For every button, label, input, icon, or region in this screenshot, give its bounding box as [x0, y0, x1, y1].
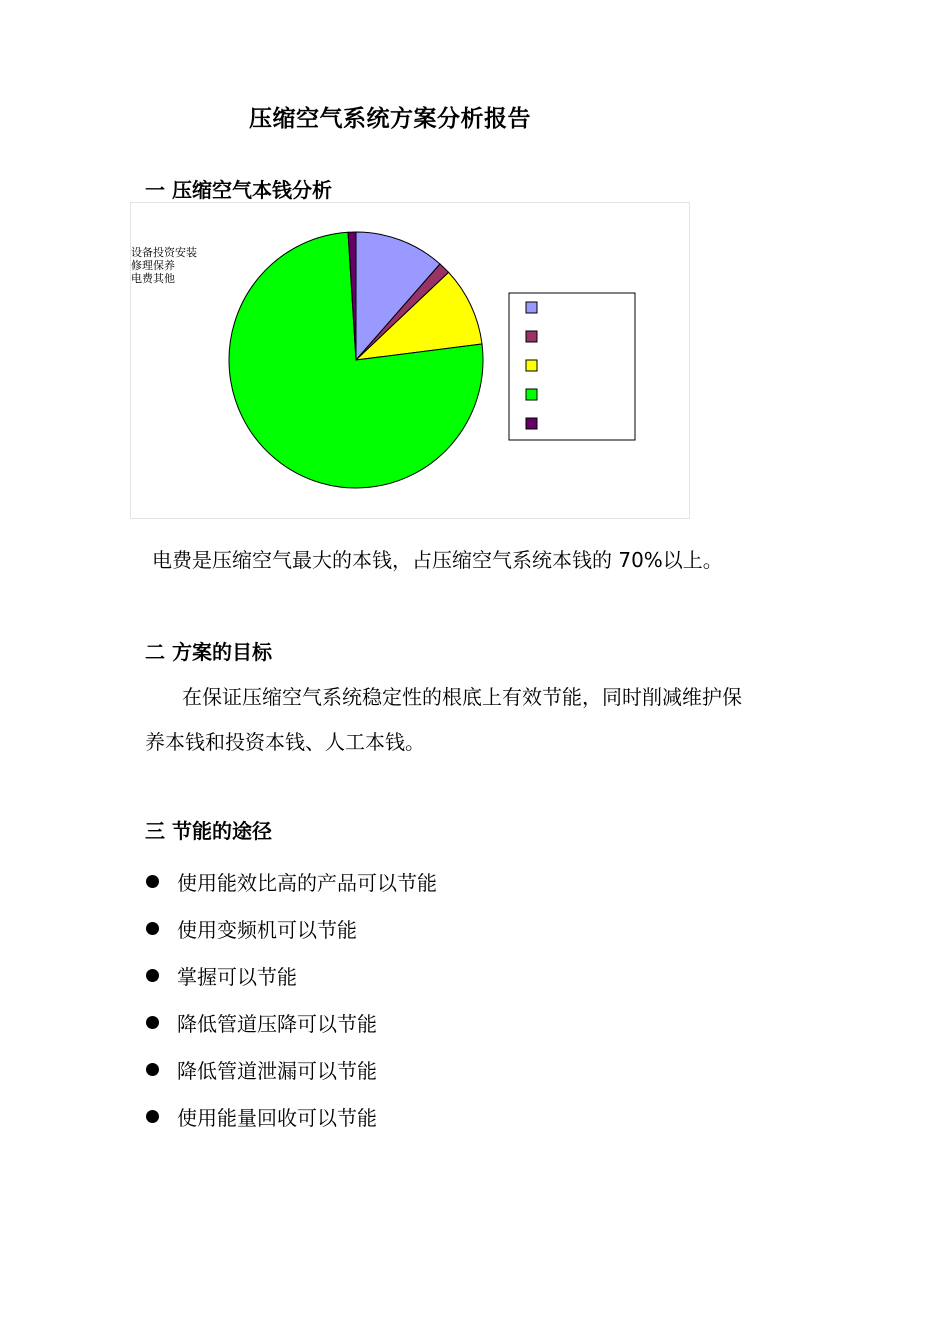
list-item-text: 掌握可以节能: [177, 965, 297, 989]
list-item-text: 降低管道压降可以节能: [177, 1012, 377, 1036]
section-heading-cost-analysis: 一 压缩空气本钱分析: [145, 178, 332, 202]
list-item: [146, 999, 437, 1046]
list-item-text: 使用能效比高的产品可以节能: [177, 871, 437, 895]
goal-paragraph-line1: 在保证压缩空气系统稳定性的根底上有效节能，同时削减维护保: [182, 685, 742, 709]
list-item: [146, 1046, 437, 1093]
chart-note-equipment: 设备投资安装: [131, 246, 197, 259]
bullet-icon: [146, 875, 159, 888]
goal-paragraph-line2: 养本钱和投资本钱、人工本钱。: [145, 730, 425, 754]
list-item-text: 使用能量回收可以节能: [177, 1106, 377, 1130]
document-title: 压缩空气系统方案分析报告: [249, 106, 531, 132]
energy-saving-list: [146, 858, 437, 1140]
pie-chart-svg: [131, 203, 689, 518]
list-item-text: 使用变频机可以节能: [177, 918, 357, 942]
cost-pie-chart: [130, 202, 690, 519]
bullet-icon: [146, 1063, 159, 1076]
list-item: [146, 858, 437, 905]
section-heading-energy-saving: 三 节能的途径: [145, 819, 272, 843]
list-item: [146, 952, 437, 999]
legend-swatch-4: [526, 418, 537, 429]
legend-swatch-1: [526, 331, 537, 342]
pie-slices: [229, 232, 483, 488]
list-item: [146, 1093, 437, 1140]
bullet-icon: [146, 922, 159, 935]
list-item-text: 降低管道泄漏可以节能: [177, 1059, 377, 1083]
chart-note-electricity: 电费其他: [131, 272, 175, 285]
chart-note-maintenance: 修理保养: [131, 259, 175, 272]
legend-swatch-0: [526, 302, 537, 313]
bullet-icon: [146, 1016, 159, 1029]
bullet-icon: [146, 969, 159, 982]
legend-swatch-2: [526, 360, 537, 371]
section-heading-goal: 二 方案的目标: [145, 640, 272, 664]
list-item: [146, 905, 437, 952]
legend-swatch-3: [526, 389, 537, 400]
bullet-icon: [146, 1110, 159, 1123]
cost-summary-text: 电费是压缩空气最大的本钱，占压缩空气系统本钱的 70%以上。: [152, 548, 723, 572]
